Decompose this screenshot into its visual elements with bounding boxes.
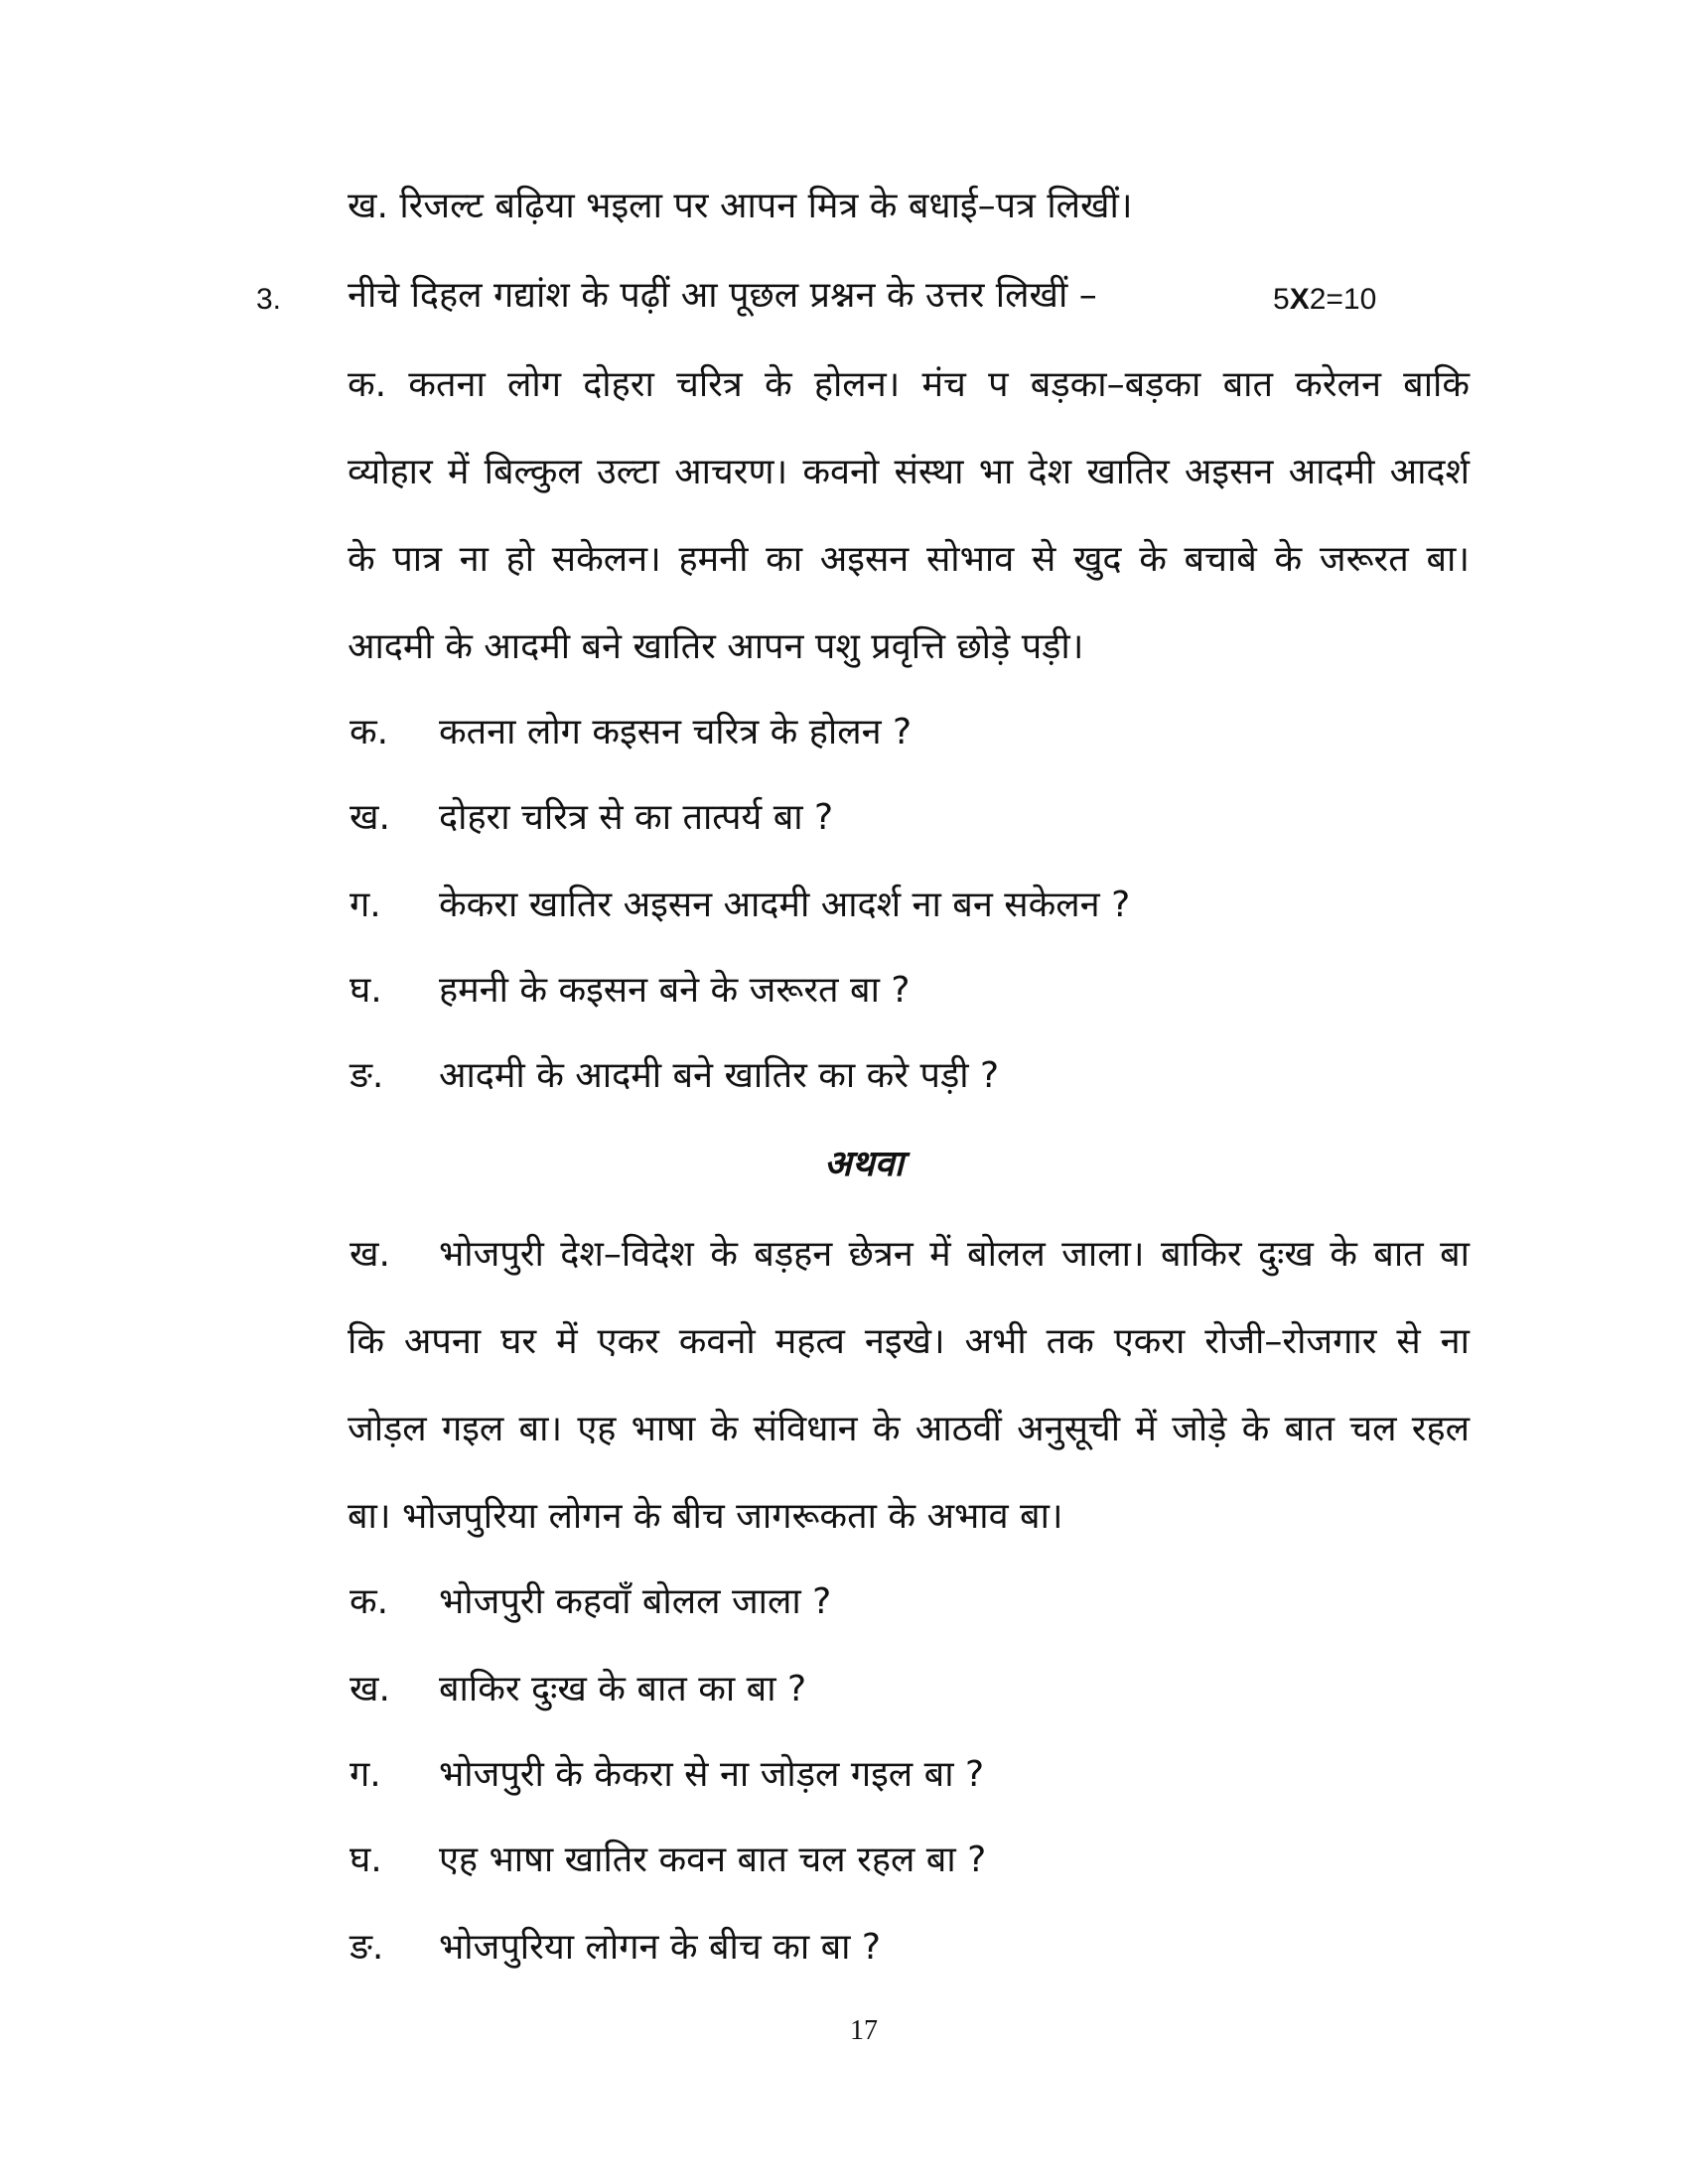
question-text: भोजपुरी के केकरा से ना जोड़ल गइल बा ? — [439, 1754, 985, 1795]
question-number: 3. — [256, 283, 282, 316]
passage-b-line: कि अपना घर में एकर कवनो महत्व नइखे। अभी तक एकरा रोजी–रोजगार से ना — [348, 1321, 1470, 1362]
question-text: एह भाषा खातिर कवन बात चल रहल बा ? — [439, 1840, 987, 1880]
question-text: केकरा खातिर अइसन आदमी आदर्श ना बन सकेलन ? — [439, 885, 1131, 925]
question-label: क. — [350, 1581, 389, 1622]
or-heading: अथवा — [824, 1143, 904, 1184]
passage-b-line: जोड़ल गइल बा। एह भाषा के संविधान के आठवीं अनुसूची में जोड़े के बात चल रहल — [348, 1409, 1470, 1449]
question-text: कतना लोग कइसन चरित्र के होलन ? — [439, 712, 913, 752]
marks-allocation — [1273, 278, 1376, 322]
question-text: आदमी के आदमी बने खातिर का करे पड़ी ? — [439, 1055, 1000, 1096]
question-text: दोहरा चरित्र से का तात्पर्य बा ? — [439, 797, 834, 838]
passage-a-line: क. कतना लोग दोहरा चरित्र के होलन। मंच प बड़का–बड़का बात करेलन बाकि — [348, 364, 1470, 405]
question-text: हमनी के कइसन बने के जरूरत बा ? — [439, 970, 911, 1011]
passage-a-line: के पात्र ना हो सकेलन। हमनी का अइसन सोभाव से खुद के बचाबे के जरूरत बा। — [348, 539, 1470, 580]
passage-a-line: व्योहार में बिल्कुल उल्टा आचरण। कवनो संस्था भा देश खातिर अइसन आदमी आदर्श — [348, 452, 1470, 492]
question-label: ङ. — [350, 1927, 384, 1968]
marks-multiplier: X — [1289, 283, 1310, 316]
question-label: घ. — [350, 970, 382, 1011]
passage-a-line: आदमी के आदमी बने खातिर आपन पशु प्रवृत्ति छोड़े पड़ी। — [348, 626, 1084, 667]
marks-count: 5 — [1273, 283, 1290, 316]
question-text: भोजपुरी कहवाँ बोलल जाला ? — [439, 1581, 832, 1622]
question-label: ङ. — [350, 1055, 384, 1096]
question-text: भोजपुरिया लोगन के बीच का बा ? — [439, 1927, 882, 1968]
letter-prompt: ख. रिजल्ट बढ़िया भइला पर आपन मित्र के बधाई–पत्र लिखीं। — [348, 186, 1133, 226]
question-label: घ. — [350, 1840, 382, 1880]
question-prompt: नीचे दिहल गद्यांश के पढ़ीं आ पूछल प्रश्नन के उत्तर लिखीं – — [348, 275, 1097, 316]
marks-total: 2=10 — [1309, 283, 1377, 316]
question-label: ग. — [350, 1754, 381, 1795]
passage-b-line: भोजपुरी देश–विदेश के बड़हन छेत्रन में बोलल जाला। बाकिर दुःख के बात बा — [439, 1234, 1470, 1275]
question-label: ग. — [350, 885, 381, 925]
passage-b-line: बा। भोजपुरिया लोगन के बीच जागरूकता के अभाव बा। — [348, 1496, 1063, 1537]
question-label: ख. — [350, 797, 390, 838]
question-label: क. — [350, 712, 389, 752]
question-label: ख. — [350, 1669, 390, 1709]
question-text: बाकिर दुःख के बात का बा ? — [439, 1669, 807, 1709]
passage-b-label: ख. — [350, 1234, 390, 1275]
page-number: 17 — [850, 2015, 878, 2046]
